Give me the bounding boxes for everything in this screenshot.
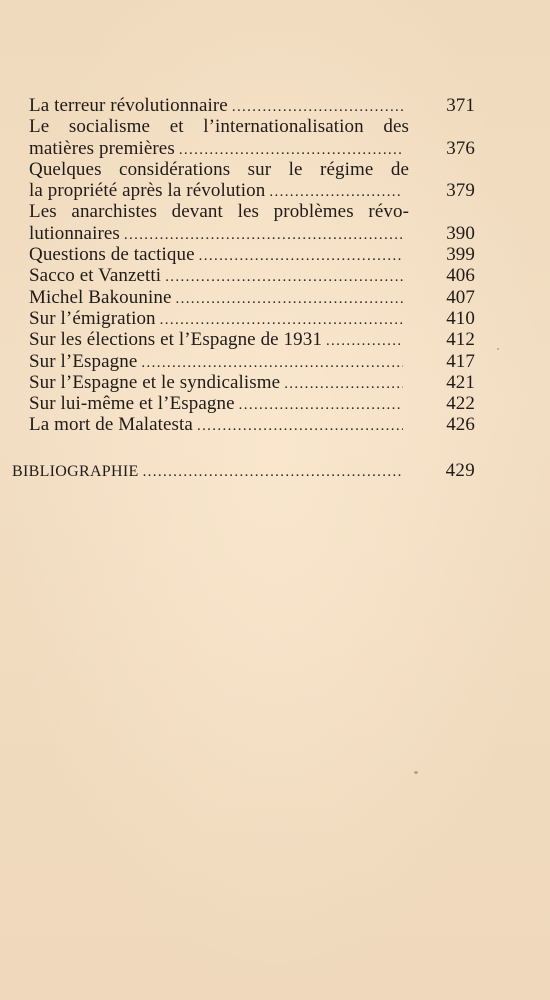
toc-line xyxy=(29,138,475,159)
toc-line xyxy=(29,372,475,393)
toc-page-number: 371 xyxy=(446,95,475,116)
toc-page-number: 399 xyxy=(446,244,475,266)
toc-entry-title: Sur l’Espagne et le syndicalisme xyxy=(29,371,281,393)
dot-leader xyxy=(160,310,403,331)
toc-line xyxy=(29,180,475,201)
toc-entry-title: Les anarchistes devant les problèmes révo- xyxy=(29,201,409,223)
toc-entry xyxy=(29,351,475,372)
toc-entry-title: Le socialisme et l’internationalisation des xyxy=(29,116,409,138)
toc-entry xyxy=(29,414,475,435)
dot-leader xyxy=(239,395,403,416)
toc-entry-title-continued: matières premières xyxy=(29,137,175,159)
toc-page-number: 412 xyxy=(446,329,475,351)
toc-page-number: 422 xyxy=(446,393,475,415)
toc-entry-title: Sacco et Vanzetti xyxy=(29,265,162,287)
dot-leader xyxy=(284,374,403,395)
dot-leader xyxy=(124,225,403,246)
toc-line xyxy=(29,308,475,329)
toc-entry xyxy=(29,329,475,350)
toc-entry-title: Sur l’Espagne xyxy=(29,350,138,372)
toc-entry xyxy=(29,244,475,265)
dot-leader xyxy=(141,353,403,374)
bibliography-entry xyxy=(12,460,475,484)
dot-leader xyxy=(143,464,403,481)
toc-entry-title: Quelques considérations sur le régime de xyxy=(29,158,409,180)
paper-speck xyxy=(414,771,418,774)
toc-page-number: 390 xyxy=(446,222,475,244)
toc-entry xyxy=(29,265,475,286)
toc-page-number: 421 xyxy=(446,371,475,393)
toc-page-number: 410 xyxy=(446,307,475,329)
dot-leader xyxy=(179,140,403,161)
toc-entry xyxy=(29,201,475,244)
toc-entry xyxy=(29,372,475,393)
toc-line xyxy=(29,287,475,308)
toc-line xyxy=(29,329,475,350)
toc-entry xyxy=(29,287,475,308)
bibliography-page-number: 429 xyxy=(445,460,475,481)
toc-line xyxy=(29,393,475,414)
toc-page-number: 417 xyxy=(446,350,475,372)
bibliography-label: BIBLIOGRAPHIE xyxy=(12,463,139,480)
toc-entry-title-continued: lutionnaires xyxy=(29,222,120,244)
dot-leader xyxy=(199,246,403,267)
toc-page-number: 379 xyxy=(446,180,475,202)
toc-line xyxy=(12,460,475,484)
dot-leader xyxy=(197,416,403,437)
toc-page-number: 376 xyxy=(446,137,475,159)
toc-line xyxy=(29,223,475,244)
toc-entry-title: Questions de tactique xyxy=(29,244,195,266)
toc-page-number: 406 xyxy=(446,265,475,287)
dot-leader xyxy=(232,97,403,118)
toc-line xyxy=(29,265,475,286)
toc-entry-title: Michel Bakounine xyxy=(29,286,172,308)
toc-entry-title: Sur l’émigration xyxy=(29,307,156,329)
toc-line xyxy=(29,414,475,435)
table-of-contents xyxy=(29,95,475,436)
toc-page-number: 426 xyxy=(446,414,475,436)
toc-entry xyxy=(29,308,475,329)
dot-leader xyxy=(176,289,404,310)
toc-line xyxy=(29,244,475,265)
toc-entry-title-continued: la propriété après la révolution xyxy=(29,180,266,202)
toc-entry xyxy=(29,116,475,159)
dot-leader xyxy=(326,331,403,352)
toc-entry xyxy=(29,95,475,116)
toc-entry xyxy=(29,159,475,202)
toc-entry-title: La terreur révolutionnaire xyxy=(29,95,228,116)
dot-leader xyxy=(269,182,403,203)
dot-leader xyxy=(165,267,403,288)
toc-entry-title: Sur les élections et l’Espagne de 1931 xyxy=(29,329,322,351)
toc-entry xyxy=(29,393,475,414)
toc-entry-title: Sur lui-même et l’Espagne xyxy=(29,393,235,415)
toc-line xyxy=(29,351,475,372)
toc-entry-title: La mort de Malatesta xyxy=(29,414,193,436)
toc-page-number: 407 xyxy=(446,286,475,308)
paper-speck xyxy=(497,348,499,350)
toc-line xyxy=(29,95,475,116)
